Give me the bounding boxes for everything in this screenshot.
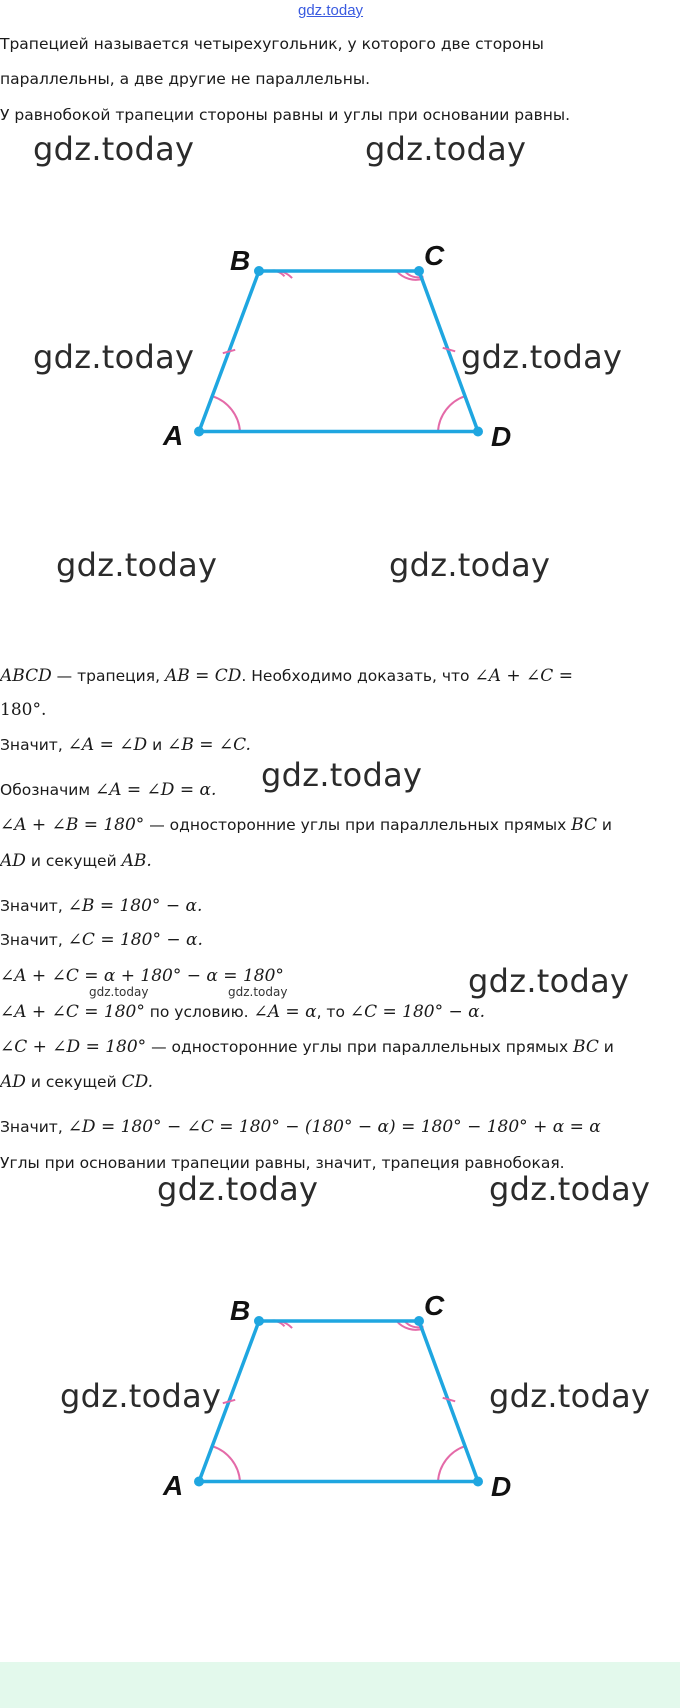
watermark: gdz.today <box>157 1170 319 1208</box>
header-link[interactable]: gdz.today <box>298 2 364 19</box>
proof-line-7: Значит, ∠B = 180° − α. <box>0 896 203 916</box>
proof-line-14: Углы при основании трапеции равны, значит, трапеция равнобокая. <box>0 1154 565 1172</box>
trapezoid-figure-1 <box>0 220 680 460</box>
watermark: gdz.today <box>33 338 195 376</box>
vertex-label-d: D <box>491 421 512 452</box>
proof-line-9: ∠A + ∠C = α + 180° − α = 180° <box>0 966 284 986</box>
watermark-small: gdz.today <box>228 985 288 999</box>
definition-line-1: Трапецией называется четырехугольник, у которого две стороны <box>0 35 544 53</box>
vertex-label-a: A <box>163 420 184 451</box>
watermark: gdz.today <box>489 1170 651 1208</box>
watermark: gdz.today <box>489 1377 651 1415</box>
proof-line-8: Значит, ∠C = 180° − α. <box>0 930 203 950</box>
watermark: gdz.today <box>365 130 527 168</box>
footer-band <box>0 1662 680 1708</box>
proof-line-5: ∠A + ∠B = 180° — односторонние углы при параллельных прямых BC и <box>0 815 613 835</box>
vertex-label-c: C <box>424 1290 445 1321</box>
vertex-label-a: A <box>163 1470 184 1501</box>
watermark: gdz.today <box>461 338 623 376</box>
watermark: gdz.today <box>468 962 630 1000</box>
vertex-label-b: B <box>230 1295 251 1326</box>
definition-line-2: параллельны, а две другие не параллельны. <box>0 70 370 88</box>
proof-line-3: Значит, ∠A = ∠D и ∠B = ∠C. <box>0 735 251 755</box>
proof-line-13: Значит, ∠D = 180° − ∠C = 180° − (180° − α) = 180° − 180° + α = α <box>0 1117 601 1137</box>
watermark: gdz.today <box>389 546 551 584</box>
watermark-small: gdz.today <box>89 985 149 999</box>
proof-line-1: ABCD — трапеция, AB = CD. Необходимо доказать, что ∠A + ∠C = <box>0 666 573 686</box>
proof-line-11: ∠C + ∠D = 180° — односторонние углы при параллельных прямых BC и <box>0 1037 614 1057</box>
watermark: gdz.today <box>33 130 195 168</box>
proof-line-2: 180°. <box>0 700 47 720</box>
vertex-label-c: C <box>424 240 445 271</box>
proof-line-4: Обозначим ∠A = ∠D = α. <box>0 780 217 800</box>
definition-line-3: У равнобокой трапеции стороны равны и углы при основании равны. <box>0 106 571 124</box>
watermark: gdz.today <box>60 1377 222 1415</box>
proof-line-6: AD и секущей AB. <box>0 851 152 871</box>
proof-line-12: AD и секущей CD. <box>0 1072 154 1092</box>
proof-line-10: ∠A + ∠C = 180° по условию. ∠A = α, то ∠C = 180° − α. <box>0 1002 486 1022</box>
vertex-label-b: B <box>230 245 251 276</box>
watermark: gdz.today <box>56 546 218 584</box>
watermark: gdz.today <box>261 756 423 794</box>
vertex-label-d: D <box>491 1471 512 1502</box>
